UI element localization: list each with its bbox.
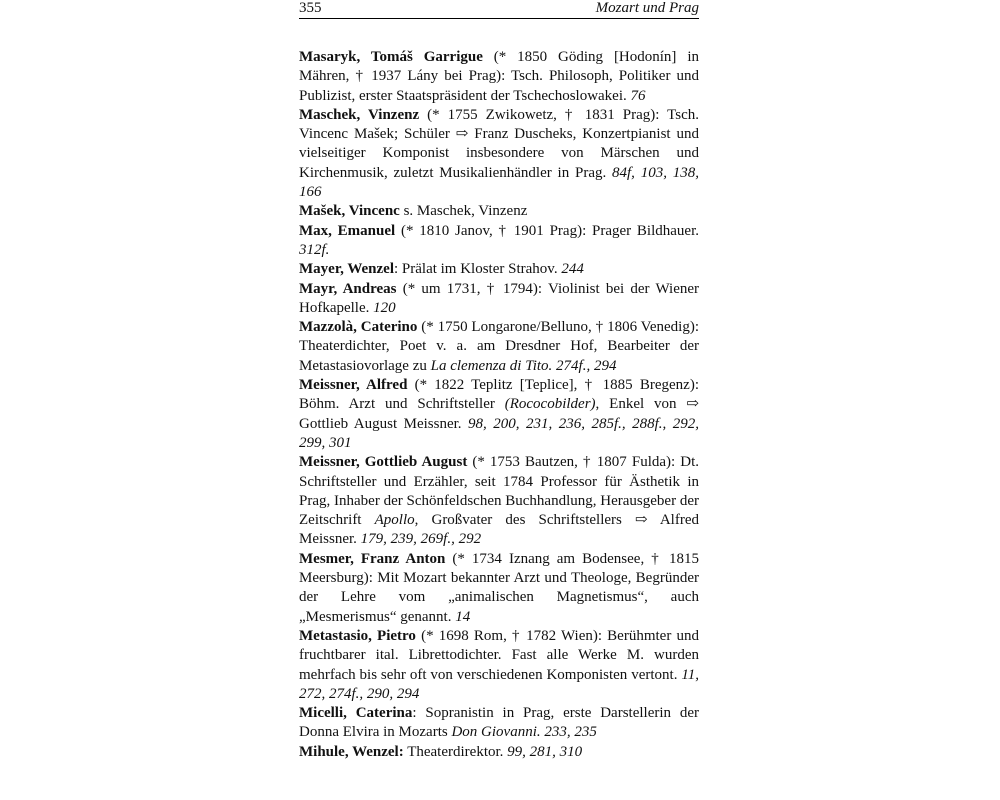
entry-page-refs: 14 xyxy=(455,608,471,625)
entry-name: Mihule, Wenzel: xyxy=(299,743,404,760)
running-title: Mozart und Prag xyxy=(595,0,699,16)
entry-text-continued: , Enkel von ⇨ Gottlieb August Meissner. xyxy=(299,396,699,432)
entry-work-title: Apollo xyxy=(374,512,415,529)
entry-page-refs: 76 xyxy=(630,87,646,104)
entry-text: Theaterdirektor. xyxy=(403,743,508,760)
index-entry-masaryk xyxy=(299,48,699,106)
entry-text: (* um 1731, † 1794): Violinist bei der Wiener Hofkapelle. xyxy=(299,280,700,316)
entry-name: Micelli, Caterina xyxy=(299,705,413,722)
entry-text: (* 1755 Zwikowetz, † 1831 Prag): Tsch. Vincenc Mašek; Schüler ⇨ Franz Duscheks, Konzertpianist und vielseitiger Komponist insbesondere von Märschen und Kirchenmusik, zuletzt Musikalienhändler in Prag. xyxy=(299,106,699,181)
index-entry-masek xyxy=(299,202,699,221)
index-entry-mesmer xyxy=(299,550,699,627)
entry-name: Mazzolà, Caterino xyxy=(299,319,418,336)
entry-name: Meissner, Gottlieb August xyxy=(299,454,468,471)
entry-page-refs: 274f., 294 xyxy=(552,357,617,374)
index-entry-mayer xyxy=(299,260,699,279)
entry-name: Mašek, Vincenc xyxy=(299,203,400,220)
page-number: 355 xyxy=(299,0,322,16)
index-entry-meissner-alfred xyxy=(299,376,699,453)
index-entry-mayr xyxy=(299,280,699,319)
entry-page-refs: 99, 281, 310 xyxy=(507,743,583,760)
entry-name: Meissner, Alfred xyxy=(299,377,408,394)
entry-page-refs: 312f. xyxy=(299,241,330,258)
entry-name: Mayer, Wenzel xyxy=(299,261,394,278)
index-entry-mazzola xyxy=(299,318,699,376)
entry-text: (* 1810 Janov, † 1901 Prag): Prager Bildhauer. xyxy=(395,222,699,239)
entry-name: Metastasio, Pietro xyxy=(299,627,416,644)
entry-text-continued: , Großvater des Schriftstellers ⇨ Alfred Meissner. xyxy=(299,512,699,548)
entry-page-refs: 11, 272, 274f., 290, 294 xyxy=(299,666,699,702)
index-entry-meissner-gottlieb xyxy=(299,453,699,549)
entry-text: (* 1698 Rom, † 1782 Wien): Berühmter und fruchtbarer ital. Librettodichter. Fast alle Werke M. wurden mehrfach bis sehr oft von verschiedenen Komponisten vertont. xyxy=(299,627,699,683)
entry-text: : Sopranistin in Prag, erste Darstellerin der Donna Elvira in Mozarts xyxy=(299,705,700,741)
entry-page-refs: 233, 235 xyxy=(540,724,597,741)
entry-name: Masaryk, Tomáš Garrigue xyxy=(299,49,483,65)
entry-work-title: Don Giovanni. xyxy=(451,724,541,741)
index-entry-metastasio xyxy=(299,627,699,704)
index-entry-micelli xyxy=(299,704,699,743)
entry-name: Mayr, Andreas xyxy=(299,280,397,297)
entry-text: (* 1850 Göding [Hodonín] in Mähren, † 1937 Lány bei Prag): Tsch. Philosoph, Politiker und Publizist, erster Staatspräsident der Tschechoslowakei. xyxy=(299,49,699,104)
entry-text: (* 1734 Iznang am Bodensee, † 1815 Meersburg): Mit Mozart bekannter Arzt und Theologe, Begründer der Lehre vom „animalischen Magnetismus“, auch „Mesmerismus“ genannt. xyxy=(299,550,699,625)
entry-name: Maschek, Vinzenz xyxy=(299,106,420,123)
entry-text: (* 1822 Teplitz [Teplice], † 1885 Bregenz): Böhm. Arzt und Schriftsteller xyxy=(299,377,699,413)
entry-page-refs: 244 xyxy=(561,261,584,278)
entry-work-title: La clemenza di Tito. xyxy=(430,357,553,374)
entry-page-refs: 120 xyxy=(373,299,396,316)
entry-name: Mesmer, Franz Anton xyxy=(299,550,446,567)
entry-name: Max, Emanuel xyxy=(299,222,396,239)
entry-text: (* 1750 Longarone/Belluno, † 1806 Venedig): Theaterdichter, Poet v. a. am Dresdner Hof, Bearbeiter der Metastasiovorlage zu xyxy=(299,319,699,374)
entry-page-refs: 84f, 103, 138, 166 xyxy=(299,164,700,201)
entry-text: (* 1753 Bautzen, † 1807 Fulda): Dt. Schriftsteller und Erzähler, seit 1784 Professor für Ästhetik in Prag, Inhaber der Schönfeldschen Buchhandlung, Herausgeber der Zeitschrift xyxy=(299,454,699,529)
index-entry-max xyxy=(299,222,699,261)
entry-work-title: (Rococobilder) xyxy=(504,396,596,413)
page-header xyxy=(299,0,699,19)
index-entry-mihule xyxy=(299,743,699,762)
entry-page-refs: 98, 200, 231, 236, 285f., 288f., 292, 299, 301 xyxy=(299,415,699,451)
entry-text: s. Maschek, Vinzenz xyxy=(399,203,528,220)
entry-text: : Prälat im Kloster Strahov. xyxy=(393,261,562,278)
entry-page-refs: 179, 239, 269f., 292 xyxy=(360,531,482,548)
index-entry-maschek xyxy=(299,106,699,202)
index-entries xyxy=(299,48,699,762)
